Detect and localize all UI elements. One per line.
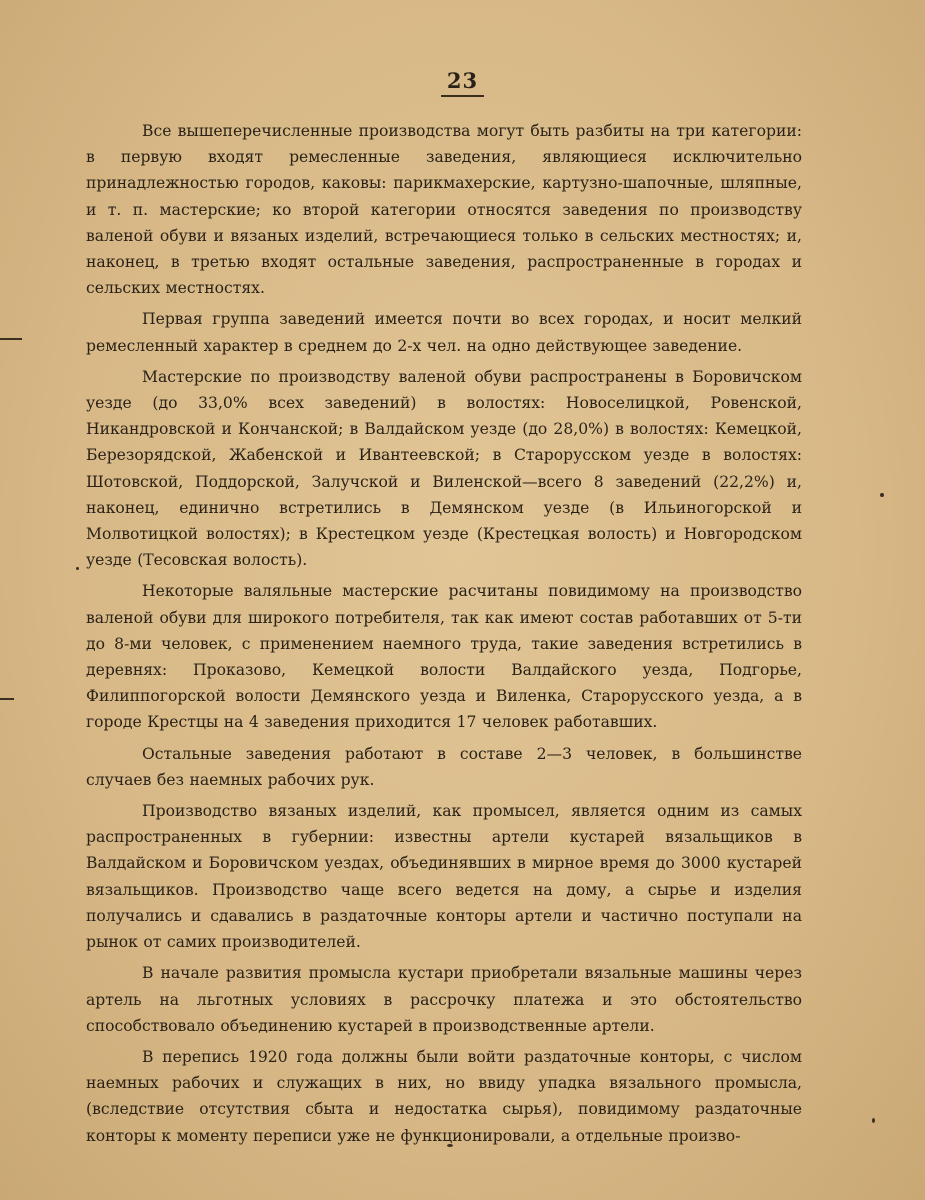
paragraph: Остальные заведения работают в составе 2—3 человек, в большинстве случаев без наемных рабочих рук.	[86, 744, 802, 789]
speck	[880, 493, 884, 497]
speck	[76, 567, 79, 570]
page-number	[0, 68, 925, 97]
paragraph: Мастерские по производству валеной обуви распространены в Боровичском уезде (до 33,0% всех заведений) в волостях: Новоселицкой, Ровенской, Никандровской и Кончанской; в Валдайском уезде (до 28,0%) в волостях: Кемецкой, Березорядской, Жабенской и Ивантеевской; в Старорусском уезде в волостях: Шотовской, Поддорской, Залучской и Виленской—всего 8 заведений (22,2%) и, наконец, единично встретились в Демянском уезде (в Ильиногорской и Молвотицкой волостях); в Крестецком уезде (Крестецкая волость) и Новгородском уезде (Тесовская волость).	[86, 367, 802, 570]
paragraph: Некоторые валяльные мастерские расчитаны повидимому на производство валеной обуви для широкого потребителя, так как имеют состав работавших от 5-ти до 8-ми человек, с применением наемного труда, такие заведения встретились в деревнях: Проказово, Кемецкой волости Валдайского уезда, Подгорье, Филиппогорской волости Демянского уезда и Виленка, Старорусского уезда, а в городе Крестцы на 4 заведения приходится 17 человек работавших.	[86, 582, 802, 732]
speck	[872, 1118, 875, 1123]
body-text	[86, 118, 802, 1154]
paragraph: Производство вязаных изделий, как промысел, является одним из самых распространенных в губернии: известны артели кустарей вязальщиков в Валдайском и Боровичском уездах, объединявших в мирное время до 3000 кустарей вязальщиков. Производство чаще всего ведется на дому, а сырье и изделия получались и сдавались в раздаточные конторы артели и частично поступали на рынок от самих производителей.	[86, 802, 802, 952]
paragraph: Первая группа заведений имеется почти во всех городах, и носит мелкий ремесленный характер в среднем до 2-х чел. на одно действующее заведение.	[86, 310, 802, 355]
paragraph: В перепись 1920 года должны были войти раздаточные конторы, с числом наемных рабочих и служащих в них, но ввиду упадка вязального промысла, (вследствие отсутствия сбыта и недостатка сырья), повидимому раздаточные конторы к моменту переписи уже не функционировали, а отдельные произво-	[86, 1047, 802, 1145]
margin-mark	[0, 338, 22, 340]
margin-mark	[0, 698, 14, 700]
paragraph: В начале развития промысла кустари приобретали вязальные машины через артель на льготных условиях в рассрочку платежа и это обстоятельство способствовало объединению кустарей в производственные артели.	[86, 964, 802, 1035]
page-number-text: 23	[441, 68, 484, 97]
paragraph: Все вышеперечисленные производства могут быть разбиты на три категории: в первую входят ремесленные заведения, являющиеся исключительно принадлежностью городов, каковы: парикмахерские, картузно-шапочные, шляпные, и т. п. мастерские; ко второй категории относятся заведения по производству валеной обуви и вязаных изделий, встречающиеся только в сельских местностях; и, наконец, в третью входят остальные заведения, распространенные в городах и сельских местностях.	[86, 122, 802, 298]
